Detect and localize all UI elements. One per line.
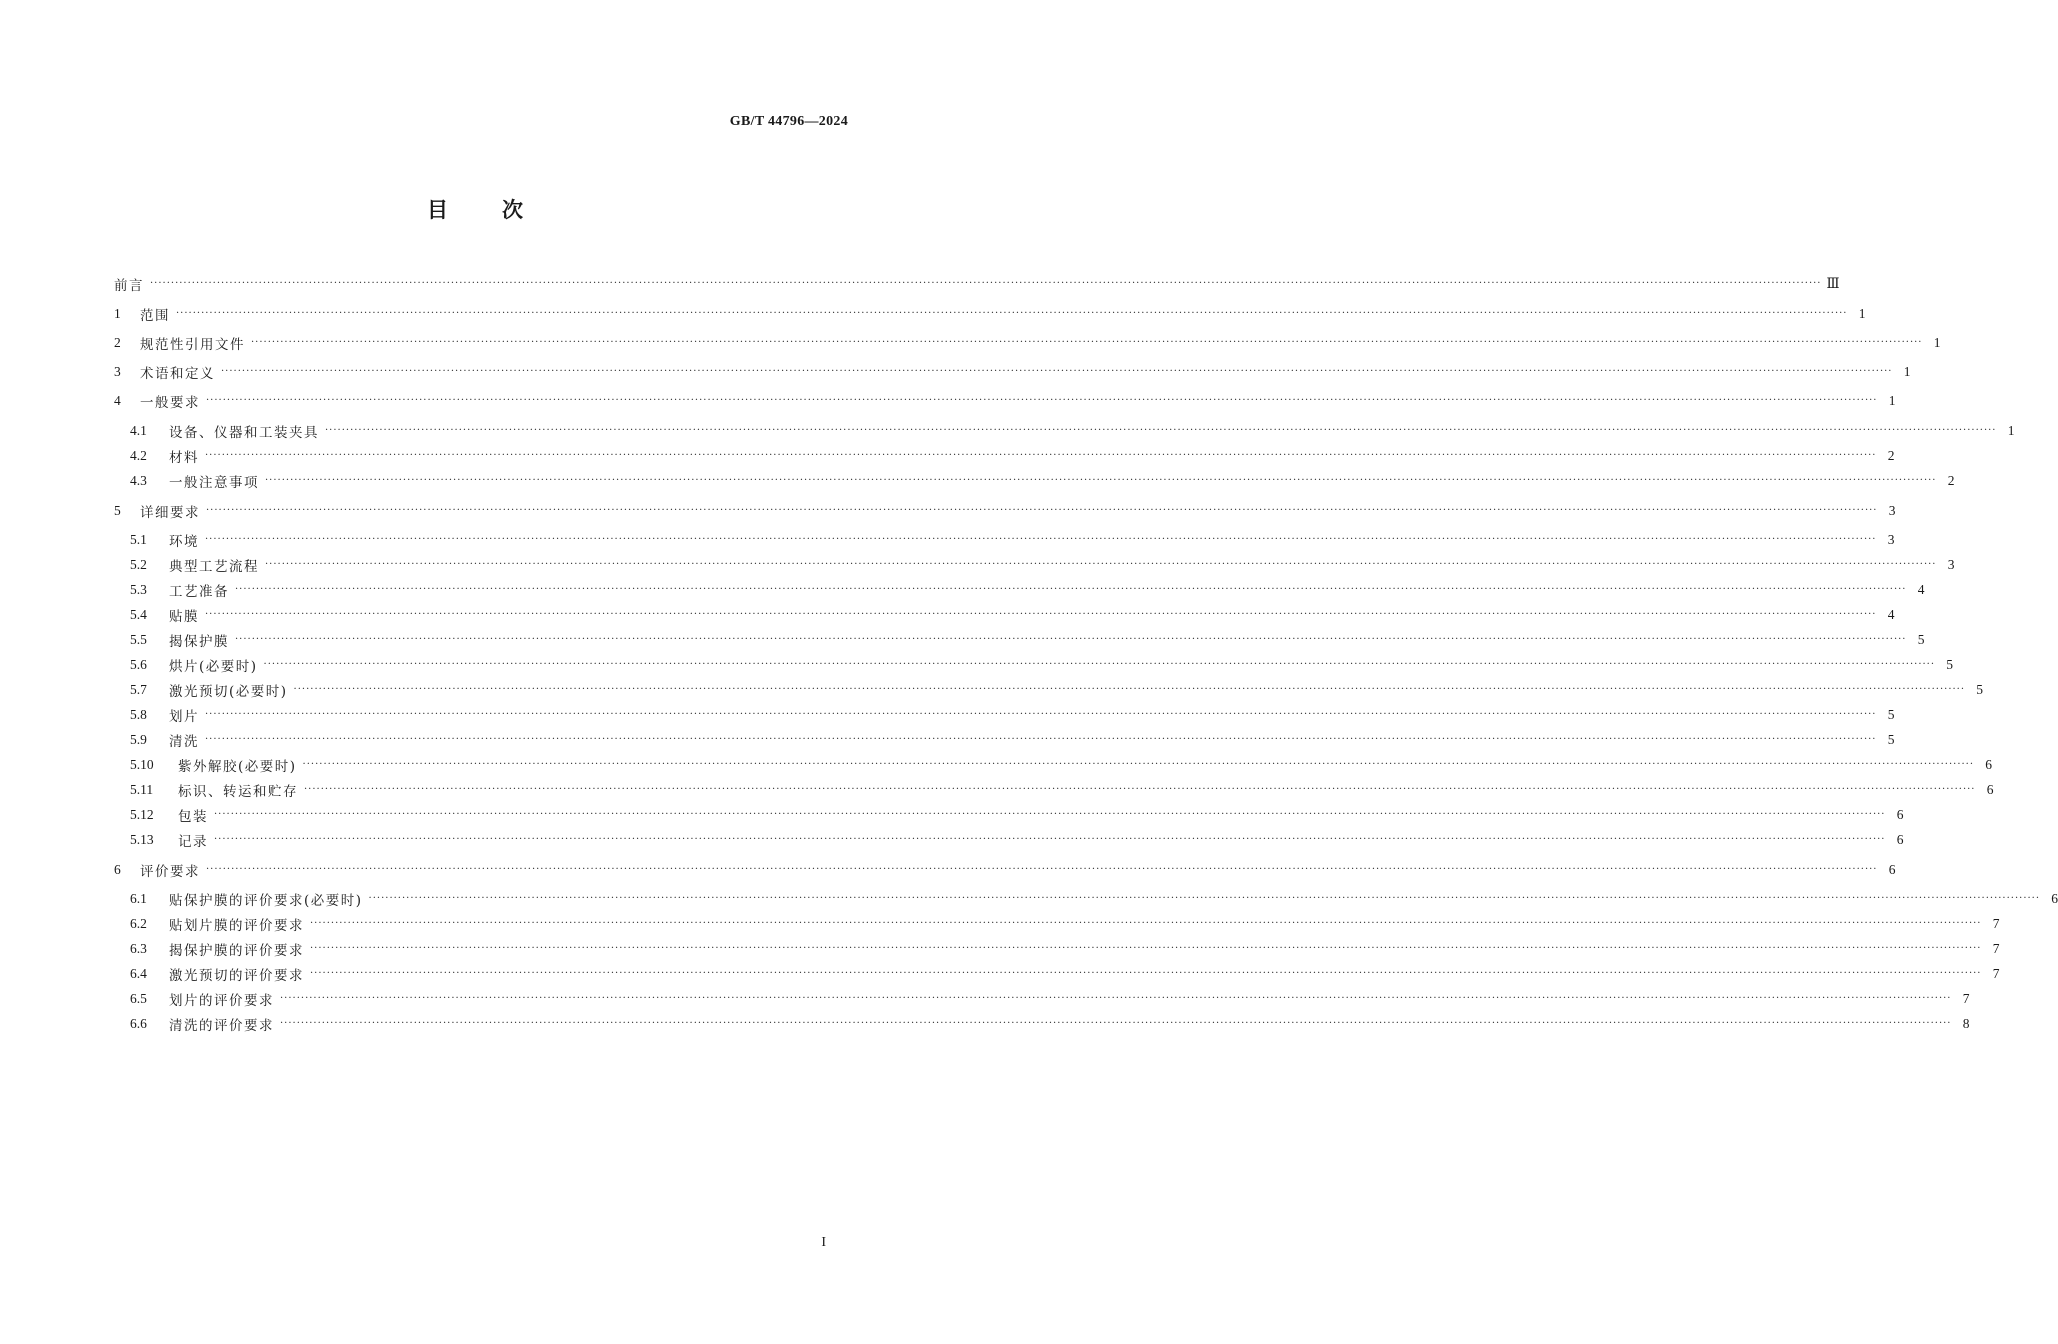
toc-entry-title: 设备、仪器和工装夹具 xyxy=(169,425,319,441)
dot-leader: ················································································································································································································································································································································································································ xyxy=(293,684,1966,695)
toc-entry-label xyxy=(114,274,144,294)
toc-entry-label xyxy=(130,780,298,800)
toc-entry[interactable] xyxy=(0,604,1895,626)
toc-entry-label xyxy=(130,830,208,850)
dot-leader: ················································································································································································································································································································································································································ xyxy=(176,308,1848,319)
toc-entry-title: 评价要求 xyxy=(140,864,200,880)
toc-entry-number: 6.6 xyxy=(130,1016,147,1031)
toc-entry-label xyxy=(130,939,304,959)
toc-entry[interactable] xyxy=(0,361,1911,383)
toc-entry-number: 5.4 xyxy=(130,607,147,622)
toc-entry-number: 5.1 xyxy=(130,532,147,547)
dot-leader: ················································································································································································································································································································································································································ xyxy=(205,450,1877,461)
toc-entry-label xyxy=(130,630,229,650)
toc-entry[interactable] xyxy=(0,303,1866,325)
toc-entry-label xyxy=(130,471,259,491)
toc-entry-label xyxy=(130,605,199,625)
toc-entry-title: 工艺准备 xyxy=(169,584,229,600)
toc-entry-title: 一般要求 xyxy=(140,395,200,411)
dot-leader: ················································································································································································································································································································································································································ xyxy=(310,968,1982,979)
toc-entry[interactable] xyxy=(0,654,1954,676)
toc-entry-title: 范围 xyxy=(140,308,170,324)
toc-entry-label xyxy=(114,333,245,353)
toc-entry-title: 包装 xyxy=(178,809,208,825)
toc-entry-page: 4 xyxy=(1887,607,1895,622)
toc-entry-page: 1 xyxy=(2007,423,2015,438)
dot-leader: ················································································································································································································································································································································································································ xyxy=(205,534,1877,545)
toc-entry-number: 3 xyxy=(114,364,121,379)
toc-entry-number: 6.1 xyxy=(130,891,147,906)
toc-entry-page: 7 xyxy=(1992,941,2000,956)
toc-entry[interactable] xyxy=(0,704,1895,726)
toc-entry-page: 5 xyxy=(1946,657,1954,672)
toc-entry-label xyxy=(130,446,199,466)
toc-entry-number: 5.6 xyxy=(130,657,147,672)
toc-entry-page: 3 xyxy=(1947,557,1955,572)
toc-entry-label xyxy=(130,421,319,441)
toc-entry-number: 2 xyxy=(114,335,121,350)
dot-leader: ················································································································································································································································································································································································································ xyxy=(280,1018,1952,1029)
document-code: GB/T 44796—2024 xyxy=(729,114,848,129)
toc-entry[interactable] xyxy=(0,445,1895,467)
dot-leader: ················································································································································································································································································································································································································ xyxy=(310,918,1982,929)
toc-entry[interactable] xyxy=(0,629,1925,651)
toc-entry-page: Ⅲ xyxy=(1826,276,1840,291)
dot-leader: ················································································································································································································································································································································································································ xyxy=(302,759,1975,770)
toc-entry-number: 6.3 xyxy=(130,941,147,956)
toc-entry-page: 6 xyxy=(1986,782,1994,797)
toc-entry-title: 标识、转运和贮存 xyxy=(178,784,298,800)
toc-entry[interactable] xyxy=(0,554,1955,576)
toc-entry-page: 1 xyxy=(1858,306,1866,321)
toc-entry[interactable] xyxy=(0,273,1840,295)
toc-entry-label xyxy=(114,391,200,411)
toc-entry-page: 2 xyxy=(1947,473,1955,488)
toc-entry-title: 揭保护膜 xyxy=(169,634,229,650)
toc-entry-page: 1 xyxy=(1903,364,1911,379)
toc-entry-title: 记录 xyxy=(178,834,208,850)
toc-entry-number: 4.2 xyxy=(130,448,147,463)
dot-leader: ················································································································································································································································································································································································································ xyxy=(304,784,1976,795)
toc-entry-title: 材料 xyxy=(169,450,199,466)
toc-entry[interactable] xyxy=(0,804,1904,826)
toc-entry-page: 5 xyxy=(1976,682,1984,697)
toc-entry-number: 6.4 xyxy=(130,966,147,981)
dot-leader: ················································································································································································································································································································································································································ xyxy=(206,505,1878,516)
toc-entry[interactable] xyxy=(0,470,1955,492)
toc-entry-number: 1 xyxy=(114,306,121,321)
toc-entry-label xyxy=(130,655,258,675)
toc-entry[interactable] xyxy=(0,729,1895,751)
toc-entry-label xyxy=(130,555,259,575)
toc-entry-number: 4.3 xyxy=(130,473,147,488)
dot-leader: ················································································································································································································································································································································································································ xyxy=(214,809,1886,820)
dot-leader: ················································································································································································································································································································································································································ xyxy=(205,709,1877,720)
toc-entry-page: 3 xyxy=(1888,503,1896,518)
toc-entry-page: 1 xyxy=(1933,335,1941,350)
toc-entry-title: 贴划片膜的评价要求 xyxy=(169,918,304,934)
dot-leader: ················································································································································································································································································································································································································ xyxy=(265,559,1937,570)
dot-leader: ················································································································································································································································································································································································································ xyxy=(251,337,1923,348)
toc-entry-page: 5 xyxy=(1917,632,1925,647)
toc-entry-number: 5.10 xyxy=(130,757,154,772)
toc-entry[interactable] xyxy=(0,679,1984,701)
toc-entry-number: 5.11 xyxy=(130,782,154,797)
toc-entry[interactable] xyxy=(0,579,1925,601)
dot-leader: ················································································································································································································································································································································································································ xyxy=(221,366,1893,377)
dot-leader: ················································································································································································································································································································································································································ xyxy=(206,864,1878,875)
toc-entry[interactable] xyxy=(0,859,1896,881)
toc-entry-page: 7 xyxy=(1992,966,2000,981)
toc-entry-page: 6 xyxy=(1888,862,1896,877)
toc-entry[interactable] xyxy=(0,938,2000,960)
toc-entry[interactable] xyxy=(0,913,2000,935)
toc-entry-title: 激光预切(必要时) xyxy=(169,684,288,700)
toc-entry-number: 5.12 xyxy=(130,807,154,822)
dot-leader: ················································································································································································································································································································································································································ xyxy=(263,659,1936,670)
toc-entry-title: 划片的评价要求 xyxy=(169,993,274,1009)
toc-entry-number: 5.9 xyxy=(130,732,147,747)
toc-entry-page: 6 xyxy=(1896,832,1904,847)
toc-entry-number: 6 xyxy=(114,862,121,877)
toc-entry[interactable] xyxy=(0,332,1941,354)
toc-entry-page: 4 xyxy=(1917,582,1925,597)
dot-leader: ················································································································································································································································································································································································································ xyxy=(206,395,1878,406)
toc-entry-page: 8 xyxy=(1962,1016,1970,1031)
dot-leader: ················································································································································································································································································································································································································ xyxy=(280,993,1952,1004)
toc-entry-number: 5.2 xyxy=(130,557,147,572)
toc-entry[interactable] xyxy=(0,1013,1970,1035)
toc-entry-label xyxy=(130,680,288,700)
toc-entry[interactable] xyxy=(0,988,1970,1010)
toc-entry-title: 贴膜 xyxy=(169,609,199,625)
toc-entry-title: 详细要求 xyxy=(140,505,200,521)
toc-entry-page: 6 xyxy=(1896,807,1904,822)
toc-entry-number: 5.13 xyxy=(130,832,154,847)
toc-entry-label xyxy=(130,580,229,600)
toc-entry-label xyxy=(130,964,304,984)
toc-entry-label xyxy=(114,362,215,382)
toc-entry-number: 6.5 xyxy=(130,991,147,1006)
toc-entry-title: 规范性引用文件 xyxy=(140,337,245,353)
toc-entry-title: 划片 xyxy=(169,709,199,725)
toc-entry-label xyxy=(114,304,170,324)
toc-entry-title: 术语和定义 xyxy=(140,366,215,382)
toc-entry-label xyxy=(130,989,274,1009)
toc-entry-title: 一般注意事项 xyxy=(169,475,259,491)
toc-entry-number: 5 xyxy=(114,503,121,518)
toc-entry-title: 揭保护膜的评价要求 xyxy=(169,943,304,959)
dot-leader: ················································································································································································································································································································································································································ xyxy=(205,609,1877,620)
toc-entry[interactable] xyxy=(0,888,2058,910)
toc-entry-label xyxy=(114,860,200,880)
toc-entry-number: 4 xyxy=(114,393,121,408)
toc-entry-page: 7 xyxy=(1992,916,2000,931)
dot-leader: ················································································································································································································································································································································································································ xyxy=(265,475,1937,486)
toc-entry-label xyxy=(130,730,199,750)
toc-entry-label xyxy=(130,530,199,550)
toc-entry-title: 前言 xyxy=(114,278,144,294)
toc-entry[interactable] xyxy=(0,420,2015,442)
toc-entry-number: 5.3 xyxy=(130,582,147,597)
toc-entry[interactable] xyxy=(0,500,1896,522)
toc-entry-number: 5.8 xyxy=(130,707,147,722)
page-title: 目次 xyxy=(427,198,577,222)
toc-entry-page: 6 xyxy=(1985,757,1993,772)
dot-leader: ················································································································································································································································································································································································································ xyxy=(214,834,1886,845)
page-number: I xyxy=(821,1235,826,1250)
toc-entry-page: 1 xyxy=(1888,393,1896,408)
toc-entry-title: 清洗的评价要求 xyxy=(169,1018,274,1034)
toc-entry-title: 典型工艺流程 xyxy=(169,559,259,575)
dot-leader: ················································································································································································································································································································································································································ xyxy=(235,584,1907,595)
dot-leader: ················································································································································································································································································································································································································ xyxy=(310,943,1982,954)
toc-entry-label xyxy=(130,1014,274,1034)
toc-entry-title: 贴保护膜的评价要求(必要时) xyxy=(169,893,363,909)
dot-leader: ················································································································································································································································································································································································································ xyxy=(368,893,2041,904)
toc-entry-label xyxy=(130,805,208,825)
toc-entry[interactable] xyxy=(0,779,1994,801)
toc-entry-page: 2 xyxy=(1887,448,1895,463)
toc-entry[interactable] xyxy=(0,529,1895,551)
toc-entry-label xyxy=(130,755,297,775)
toc-entry-title: 烘片(必要时) xyxy=(169,659,258,675)
toc-entry-page: 6 xyxy=(2051,891,2058,906)
toc-entry-label xyxy=(130,914,304,934)
toc-entry-page: 7 xyxy=(1962,991,1970,1006)
toc-entry-page: 5 xyxy=(1887,707,1895,722)
toc-entry-title: 环境 xyxy=(169,534,199,550)
toc-entry-label xyxy=(130,889,363,909)
toc-entry-number: 6.2 xyxy=(130,916,147,931)
dot-leader: ················································································································································································································································································································································································································ xyxy=(150,278,1822,289)
toc-entry-label xyxy=(114,501,200,521)
toc-entry-title: 激光预切的评价要求 xyxy=(169,968,304,984)
toc-entry[interactable] xyxy=(0,829,1904,851)
dot-leader: ················································································································································································································································································································································································································ xyxy=(325,425,1997,436)
toc-entry-label xyxy=(130,705,199,725)
toc-entry[interactable] xyxy=(0,963,2000,985)
toc-entry[interactable] xyxy=(0,754,1993,776)
toc-entry-number: 4.1 xyxy=(130,423,147,438)
toc-entry-number: 5.5 xyxy=(130,632,147,647)
toc-entry-title: 清洗 xyxy=(169,734,199,750)
toc-entry-number: 5.7 xyxy=(130,682,147,697)
toc-entry-page: 5 xyxy=(1887,732,1895,747)
toc-entry-page: 3 xyxy=(1887,532,1895,547)
toc-entry-title: 紫外解胶(必要时) xyxy=(178,759,297,775)
dot-leader: ················································································································································································································································································································································································································ xyxy=(205,734,1877,745)
toc-entry[interactable] xyxy=(0,390,1896,412)
dot-leader: ················································································································································································································································································································································································································ xyxy=(235,634,1907,645)
